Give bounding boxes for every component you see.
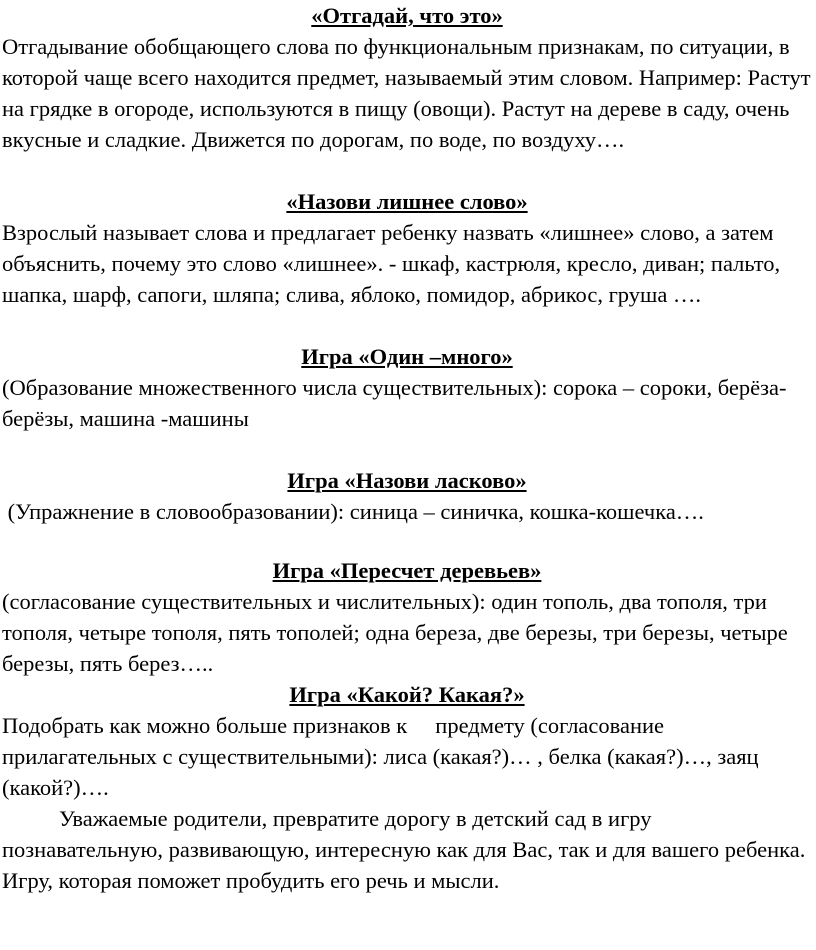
section-title-gentle: Игра «Назови ласково» (287, 468, 527, 493)
document-page (2, 0, 812, 896)
spacer (2, 527, 812, 555)
spacer (2, 310, 812, 341)
section-title-odd-word: «Назови лишнее слово» (286, 189, 528, 214)
section-text-which: Подобрать как можно больше признаков к предмету (согласование прилагательных с существительными): лиса (какая?)… , белка (какая?)…, заяц (какой?)…. (2, 713, 765, 800)
section-title-which: Игра «Какой? Какая?» (289, 682, 525, 707)
closing-paragraph: Уважаемые родители, превратите дорогу в детский сад в игру познавательную, развивающую, интересную как для Вас, так и для вашего ребенка. Игру, которая поможет пробудить его речь и мысли. (2, 806, 806, 893)
spacer (2, 434, 812, 465)
section-text-odd-word: Взрослый называет слова и предлагает ребенку назвать «лишнее» слово, а затем объяснить, почему это слово «лишнее». - шкаф, кастрюля, кресло, диван; пальто, шапка, шарф, сапоги, шляпа; слива, яблоко, помидор, абрикос, груша …. (2, 220, 781, 307)
section-title-one-many: Игра «Один –много» (301, 344, 513, 369)
section-title-guess: «Отгадай, что это» (311, 3, 503, 28)
spacer (2, 155, 812, 186)
section-title-count-trees: Игра «Пересчет деревьев» (272, 558, 542, 583)
section-text-count-trees: (согласование существительных и числительных): один тополь, два тополя, три тополя, четыре тополя, пять тополей; одна береза, две березы, три березы, четыре березы, пять берез….. (2, 589, 788, 676)
section-text-gentle: (Упражнение в словообразовании): синица – синичка, кошка-кошечка…. (2, 499, 704, 524)
section-text-one-many: (Образование множественного числа существительных): сорока – сороки, берёза- берёзы, машина -машины (2, 375, 787, 431)
section-text-guess: Отгадывание обобщающего слова по функциональным признакам, по ситуации, в которой чаще всего находится предмет, называемый этим словом. Например: Растут на грядке в огороде, используются в пищу (овощи). Растут на дереве в саду, очень вкусные и сладкие. Движется по дорогам, по воде, по воздуху…. (2, 34, 811, 152)
